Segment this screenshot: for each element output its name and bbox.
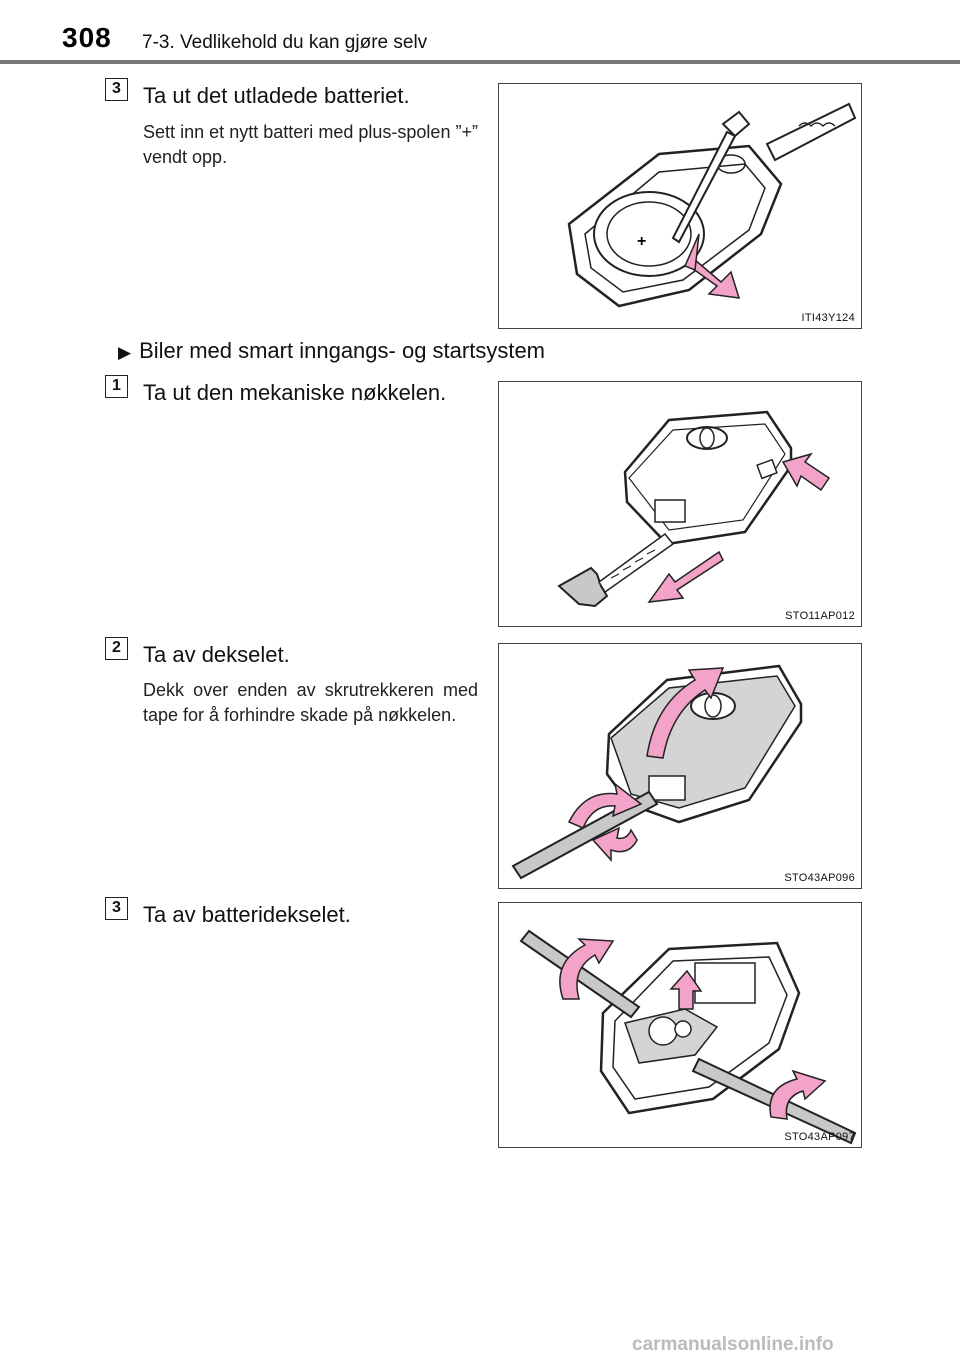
remove-cover-illustration	[499, 644, 862, 889]
header-rule	[0, 60, 960, 64]
step-title: Ta ut den mekaniske nøkkelen.	[143, 380, 447, 405]
page-number: 308	[62, 22, 112, 53]
figure-remove-battery-cover	[498, 902, 862, 1148]
figure-code: STO43AP096	[784, 872, 855, 884]
subsection-title: Biler med smart inngangs- og startsystem	[139, 338, 546, 363]
page-header	[0, 0, 960, 60]
section-title: 7-3. Vedlikehold du kan gjøre selv	[142, 32, 428, 53]
step-title: Ta av batteridekselet.	[143, 902, 351, 927]
figure-remove-battery	[498, 83, 862, 329]
subsection-heading	[118, 338, 545, 364]
figure-remove-cover	[498, 643, 862, 889]
step-number-badge: 2	[105, 637, 128, 660]
step-number-badge: 3	[105, 78, 128, 101]
step-number-badge: 1	[105, 375, 128, 398]
figure-code: STO11AP012	[785, 610, 855, 622]
step-title: Ta av dekselet.	[143, 642, 290, 667]
remove-battery-illustration	[499, 84, 862, 329]
remove-mechanical-key-illustration	[499, 382, 862, 627]
step-number-badge: 3	[105, 897, 128, 920]
step-title: Ta ut det utladede batteriet.	[143, 83, 410, 108]
figure-code: ITI43Y124	[801, 312, 855, 324]
step-description: Dekk over enden av skrutrekkeren med tape for å forhindre skade på nøkkelen.	[143, 680, 478, 725]
remove-battery-cover-illustration	[499, 903, 862, 1148]
triangle-arrow-icon: ▶	[118, 343, 132, 362]
watermark: carmanualsonline.info	[632, 1334, 834, 1355]
svg-text:+: +	[637, 233, 647, 250]
figure-remove-mechanical-key	[498, 381, 862, 627]
step-description: Sett inn et nytt batteri med plus-spolen ”+” vendt opp.	[143, 122, 478, 167]
figure-code: STO43AP097	[784, 1131, 855, 1143]
